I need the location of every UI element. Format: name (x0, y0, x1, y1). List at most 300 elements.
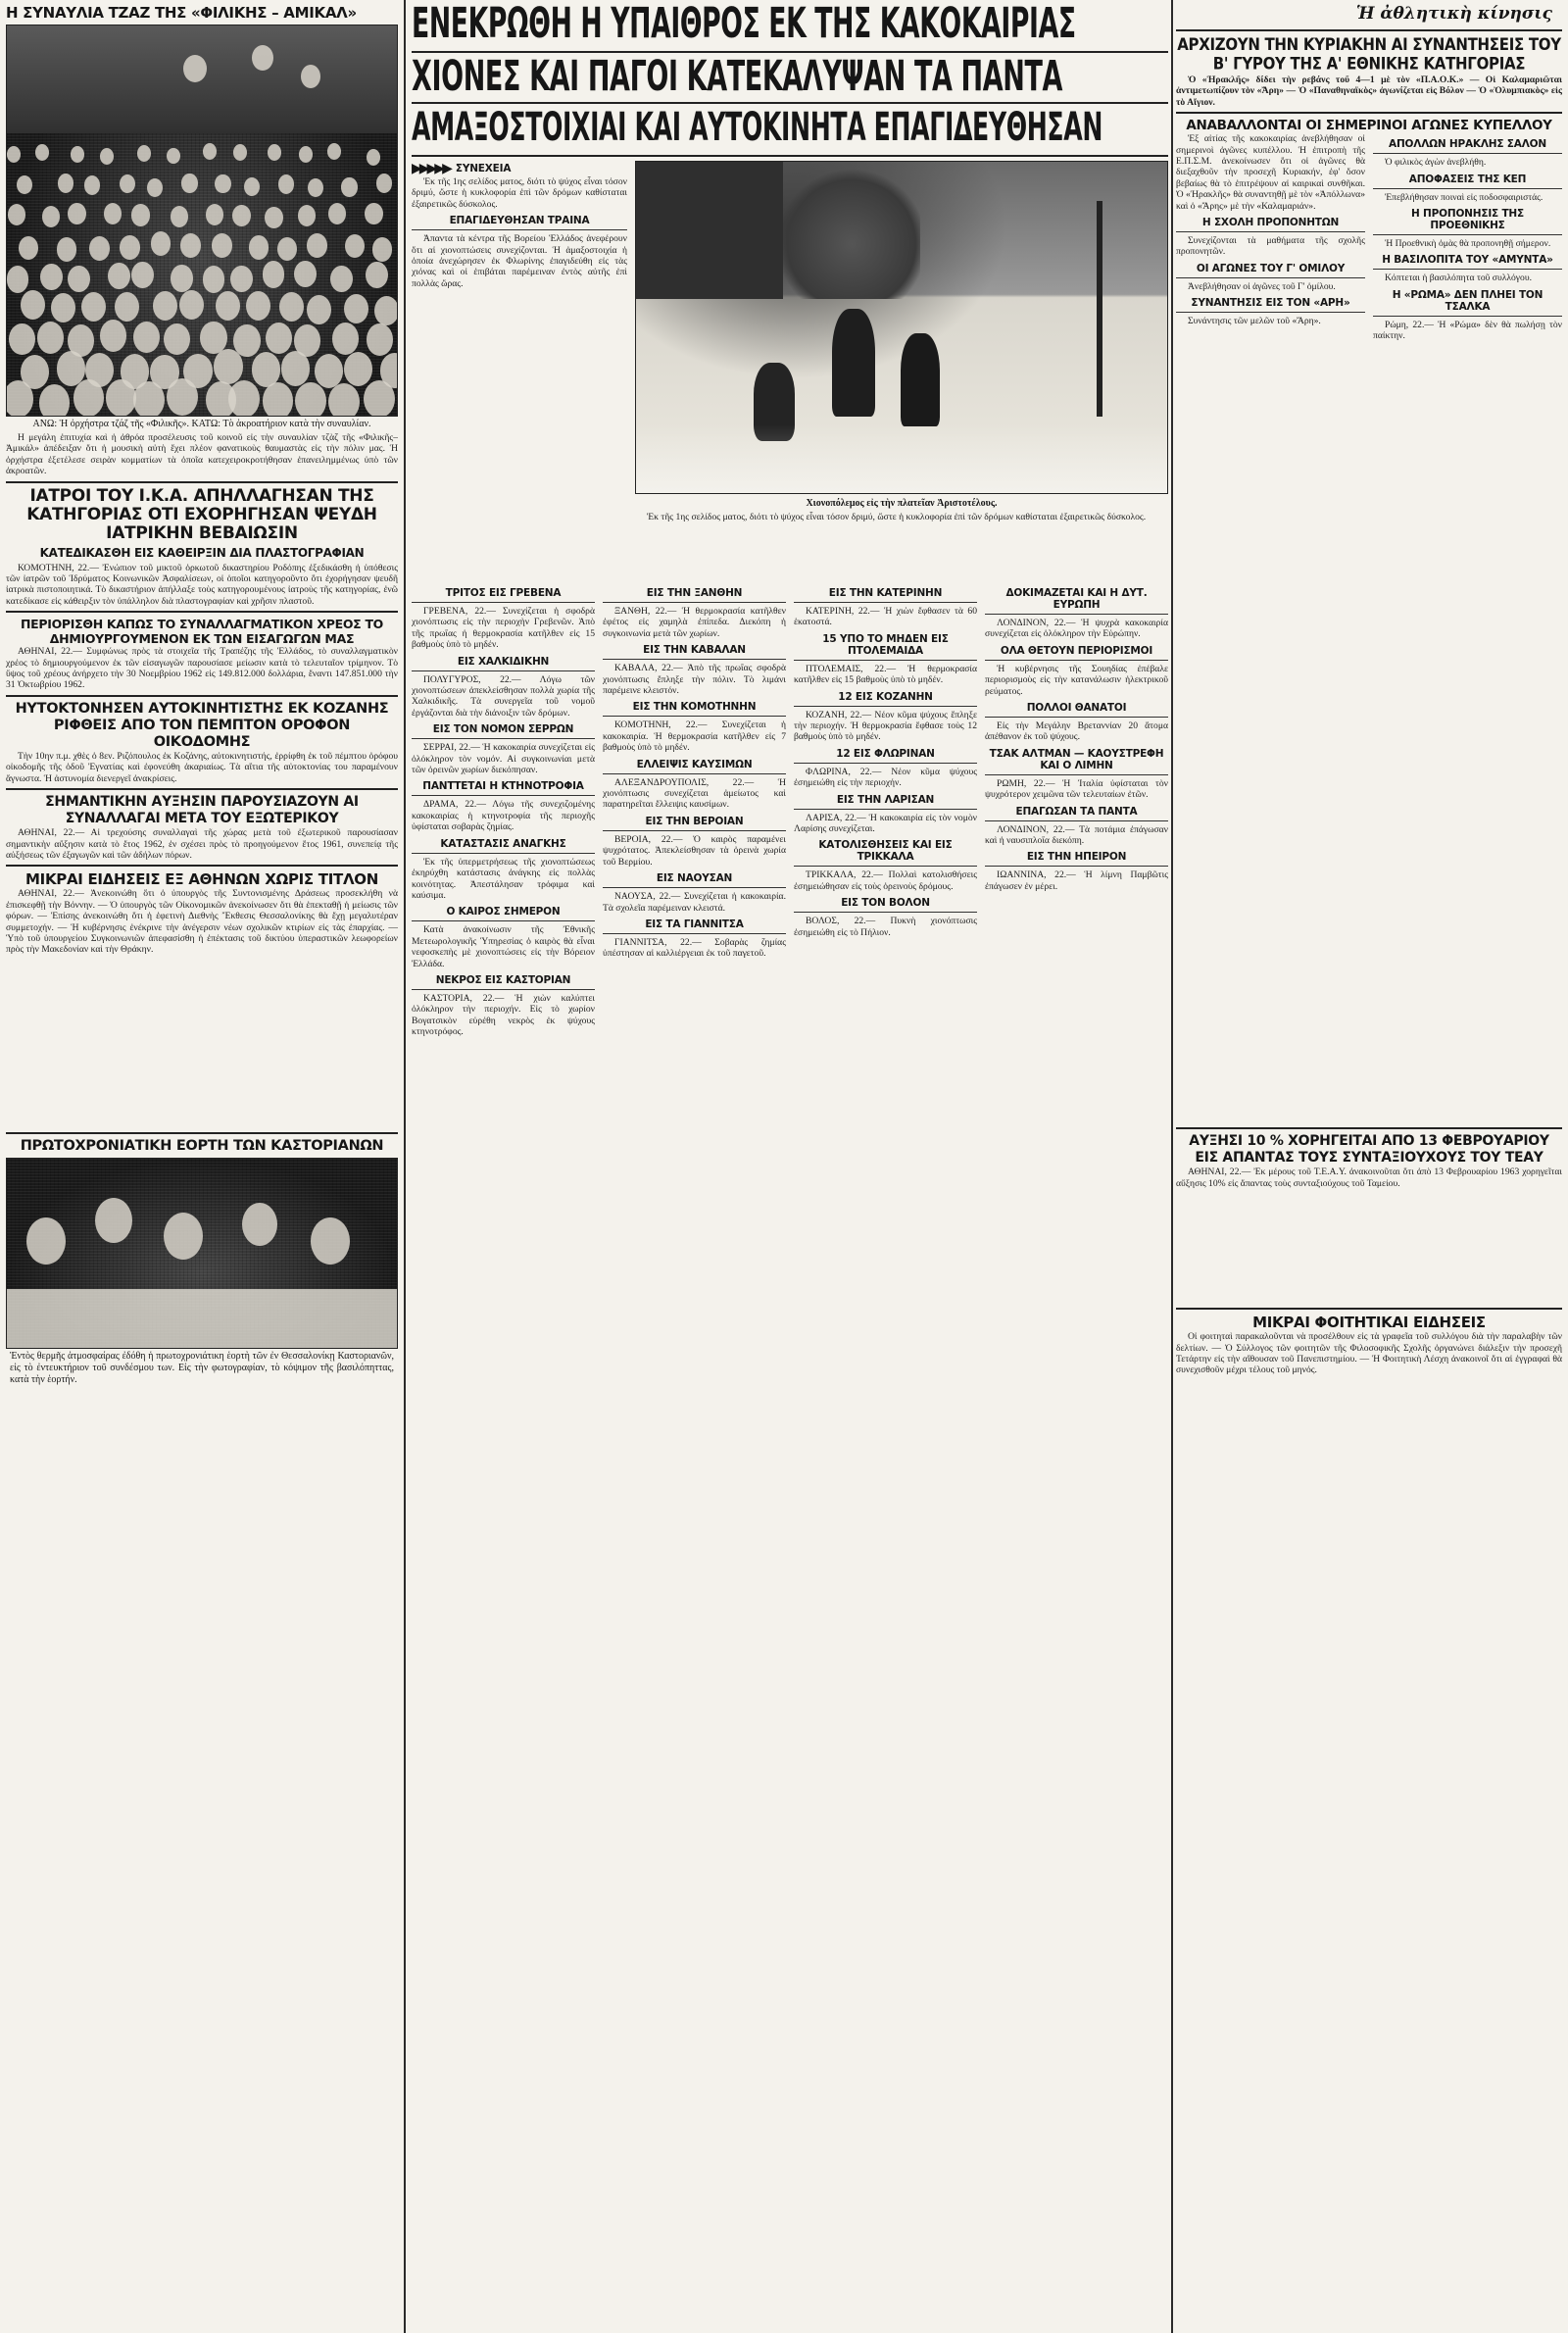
audience-face (171, 206, 188, 227)
audience-face (89, 236, 110, 261)
audience-face (179, 290, 204, 320)
building-shape (636, 162, 783, 299)
section-headline: Η «ΡΩΜΑ» ΔΕΝ ΠΛΗΕΙ ΤΟΝ ΤΣΑΛΚΑ (1392, 288, 1544, 313)
debt-headline: ΠΕΡΙΟΡΙΣΘΗ ΚΑΠΩΣ ΤΟ ΣΥΝΑΛΛΑΓΜΑΤΙΚΟΝ ΧΡΕΟΣ ΤΟ ΔΗΜΙΟΥΡΓΟΥΜΕΝΟΝ ΕΚ ΤΩΝ ΕΙΣΑΓΩΓΩΝ ΜΑΣ (20, 617, 383, 647)
child-figure (901, 333, 940, 426)
snow-photo-text-body: Ἐκ τῆς 1ης σελίδος ματος, διότι τὸ ψύχος εἶναι τόσον δριμύ, ὥστε ἡ κυκλοφορία ἐπὶ τῶν δρόμων καθίσταται ἐξαιρετικῶς δύσκολος. (647, 512, 1147, 522)
section-text-body: ΚΟΜΟΤΗΝΗ, 22.— Συνεχίζεται ἡ κακοκαιρία. Ἡ θερμοκρασία κατῆλθεν εἰς 7 βαθμοὺς ὑπὸ τὸ μηδέν. (603, 720, 786, 754)
section-text (603, 606, 786, 639)
section-text-body: Ἀπαντα τὰ κέντρα τῆς Βορείου Ἑλλάδος ἀνεφέρουν ὅτι αἱ χιονοπτώσεις συνεχίζονται. Ἡ ἀμαξοστοιχία ἡ ὁποία ἀνεχώρησεν ἐκ Φλωρίνης ἐπαγιδεύθη εἰς τὰς χιόνας καὶ οἱ ἐπιβάται παρέμειναν ἐντὸς αὐτῆς ἐπὶ πολλὰς ὥρας. (412, 233, 627, 289)
audience-face (268, 144, 281, 161)
section-block (412, 215, 627, 289)
audience-face (7, 146, 21, 163)
audience-face (7, 266, 29, 292)
audience-face (147, 178, 163, 197)
text-column (794, 582, 977, 2333)
audience-face (39, 384, 71, 417)
continued-text-body: Ἐκ τῆς 1ης σελίδος ματος, διότι τὸ ψύχος εἶναι τόσον δριμύ, ὥστε ἡ κυκλοφορία ἐπὶ τῶν δρόμων καθίσταται ἐξαιρετικῶς δύσκολος. (412, 176, 627, 210)
audience-face (203, 143, 217, 160)
tree-shape (783, 162, 920, 299)
section-text-body: Κόπτεται ἡ βασιλόπητα τοῦ συλλόγου. (1385, 273, 1532, 284)
news-section (412, 587, 595, 651)
section-text (412, 606, 595, 651)
divider (603, 773, 786, 774)
section-text-body: ΔΡΑΜΑ, 22.— Λόγω τῆς συνεχιζομένης κακοκαιρίας ἡ κτηνοτροφία τῆς περιοχῆς ὑφίσταται σοβαρὰς ζημίας. (412, 799, 595, 833)
divider (603, 830, 786, 831)
news-section (985, 806, 1168, 847)
section-text (794, 869, 977, 892)
section-text (794, 710, 977, 743)
audience-face (298, 205, 316, 226)
driver-text-body: Τὴν 10ην π.μ. χθὲς ὁ 8εν. Ριζόπουλος ἐκ Κοζάνης, αὐτοκινητιστής, ἐρρίφθη ἐκ τοῦ πέμπτου ὀρόφου οἰκοδομῆς τῆς ὁδοῦ Ἐγνατίας καὶ ἐφονεύθη ἀκαριαίως. Τὰ αἴτια τῆς αὐτοκτονίας του παραμένουν ἄγνωστα. Ἡ ἀστυνομία διενεργεῖ ἀνακρίσεις. (6, 750, 398, 784)
person-figure (26, 1217, 66, 1265)
audience-face (330, 266, 353, 292)
section-text-body: Ρώμη, 22.— Ἡ «Ρώμα» δὲν θὰ πωλήσῃ τὸν παίκτην. (1373, 319, 1562, 342)
audience-face (246, 291, 270, 321)
arrow-icon: ▶▶▶▶▶ (412, 161, 450, 176)
section-headline: ΕΙΣ ΤΑ ΓΙΑΝΝΙΤΣΑ (645, 918, 744, 930)
section-text (1373, 192, 1562, 203)
main-headline-3: ΑΜΑΞΟΣΤΟΙΧΙΑΙ ΚΑΙ ΑΥΤΟΚΙΝΗΤΑ ΕΠΑΓΙΔΕΥΘΗΣΑΝ (412, 104, 1103, 151)
section-text (985, 664, 1168, 697)
ika-text (6, 563, 398, 608)
student-news-text-body: Οἱ φοιτηταὶ παρακαλοῦνται νὰ προσέλθουν εἰς τὰ γραφεῖα τοῦ συλλόγου διὰ τὴν παραλαβὴν τῶν δελτίων. — Ὁ Σύλλογος τῶν φοιτητῶν τῆς Φιλοσοφικῆς Σχολῆς ὀργανώνει διάλεξιν τὴν προσεχῆ Τετάρτην εἰς τὴν αἴθουσαν τοῦ Πανεπιστημίου. — Ἡ Φοιτητικὴ Λέσχη ἀνακοινοῖ ὅτι αἱ ἐγγραφαὶ θὰ συνεχισθοῦν μέχρι τέλους τοῦ μηνός. (1176, 1331, 1562, 1376)
section-text (1176, 316, 1365, 326)
news-section (412, 215, 627, 289)
section-headline: ΕΛΛΕΙΨΙΣ ΚΑΥΣΙΜΩΝ (636, 758, 753, 770)
divider (412, 989, 595, 990)
section-headline: ΕΙΣ ΤΗΝ ΚΑΒΑΛΑΝ (643, 644, 746, 657)
section-headline: 12 ΕΙΣ ΦΛΩΡΙΝΑΝ (836, 747, 935, 760)
snow-ground (636, 424, 1167, 493)
section-headline: Η ΠΡΟΠΟΝΗΣΙΣ ΤΗΣ ΠΡΟΕΘΝΙΚΗΣ (1411, 208, 1524, 232)
divider (985, 866, 1168, 867)
section-headline: ΕΙΣ ΧΑΛΚΙΔΙΚΗΝ (457, 655, 550, 668)
section-headline: ΤΡΙΤΟΣ ΕΙΣ ΓΡΕΒΕΝΑ (445, 587, 562, 599)
audience-face (17, 175, 32, 194)
divider (412, 155, 1168, 157)
section-text-body: ΠΟΛΥΓΥΡΟΣ, 22.— Λόγω τῶν χιονοπτώσεων ἀπεκλείσθησαν πολλὰ χωρία τῆς Χαλκιδικῆς. Τὰ συνεργεῖα τοῦ νομοῦ ἐργάζονται διὰ τὴν διάνοιξιν τῶν δρόμων. (412, 673, 595, 719)
left-column (6, 0, 398, 2333)
trade-headline: ΣΗΜΑΝΤΙΚΗΝ ΑΥΞΗΣΙΝ ΠΑΡΟΥΣΙΑΖΟΥΝ ΑΙ ΣΥΝΑΛΛΑΓΑΙ ΜΕΤΑ ΤΟΥ ΕΞΩΤΕΡΙΚΟΥ (45, 794, 359, 827)
divider (985, 717, 1168, 718)
audience-face (295, 382, 326, 417)
divider (603, 602, 786, 603)
audience-face (58, 174, 74, 192)
audience-face (332, 323, 359, 355)
audience-face (6, 380, 33, 417)
section-headline: ΕΙΣ ΝΑΟΥΣΑΝ (656, 872, 733, 885)
top-section (412, 161, 1168, 582)
news-section (603, 759, 786, 811)
section-text-body: Συνάντησις τῶν μελῶν τοῦ «Ἄρη». (1188, 316, 1321, 327)
section-text (412, 233, 627, 289)
audience-face (364, 380, 395, 417)
audience-face (344, 294, 368, 323)
section-text (985, 618, 1168, 640)
section-label: Ἡ ἀθλητικὴ κίνησις (1355, 4, 1552, 24)
section-text-body: ΒΕΡΟΙΑ, 22.— Ὁ καιρὸς παραμένει ψυχρότατος. Ἀπεκλείσθησαν τὰ ὀρεινὰ χωρία τοῦ Βερμίου. (603, 833, 786, 868)
audience-face (328, 383, 360, 417)
concert-text-body: Η μεγάλη ἐπιτυχία καὶ ἡ ἀθρόα προσέλευσις τοῦ κοινοῦ εἰς τὴν συναυλίαν τζὰζ τῆς «Φιλικῆς–Ἀμικάλ» ἀπέδειξαν ὅτι ἡ μουσικὴ αὐτὴ ἔχει πλέον φανατικοὺς θαυμαστὰς εἰς τὴν πόλιν μας. Ἡ ὀρχήστρα ἐξετέλεσε σειρὰν κομματίων τὰ ὁποῖα κατεχειροκροτήθησαν ἐπανειλημμένως ὑπὸ τῶν ἀκροατῶν. (6, 432, 398, 477)
section-text (412, 857, 595, 902)
audience-face (232, 205, 250, 226)
pension-text (1176, 1166, 1562, 1304)
audience-face (120, 235, 140, 260)
news-section (412, 656, 595, 720)
student-news-text (1176, 1331, 1562, 1998)
divider (1176, 312, 1365, 313)
audience-face (307, 295, 331, 324)
section-headline: ΝΕΚΡΟΣ ΕΙΣ ΚΑΣΤΟΡΙΑΝ (435, 973, 571, 986)
news-text-body: ΑΘΗΝΑΙ, 22.— Ἀνεκοινώθη ὅτι ὁ ὑπουργὸς τῆς Συντονισμένης Δράσεως προσεκλήθη νὰ ἐπισκεφθῇ τὴν Βόννην. — Ὁ ὑπουργὸς τῶν Οἰκονομικῶν ἀνεκοίνωσεν ὅτι θὰ ἐπεκταθῇ ἡ μείωσις τῶν φόρων. — Ἐπίσης ἀνεκοινώθη ὅτι ἡ ἐφετινὴ Διεθνὴς Ἔκθεσις Θεσσαλονίκης θὰ ἔχῃ μεγαλυτέραν συμμετοχήν. — Ἡ κυβέρνησις ἐνέκρινε τὴν ἀνέγερσιν νέων σχολικῶν κτιρίων εἰς τὰς ἐπαρχίας. — Ὑπὸ τοῦ ὑπουργείου Συγκοινωνιῶν ἀπεφασίσθη ἡ ἐπέκτασις τοῦ δικτύου ὑπεραστικῶν λεωφορείων πρὸς τὴν Μακεδονίαν καὶ τὴν Θράκην. (6, 888, 398, 956)
audience-face (263, 382, 294, 417)
driver-headline: ΗΥΤΟΚΤΟΝΗΣΕΝ ΑΥΤΟΚΙΝΗΤΙΣΤΗΣ ΕΚ ΚΟΖΑΝΗΣ ΡΙΦΘΕΙΣ ΑΠΟ ΤΟΝ ΠΕΜΠΤΟΝ ΟΡΟΦΟΝ ΟΙΚΟΔΟΜΗΣ (15, 700, 389, 750)
section-headline: ΟΙ ΑΓΩΝΕΣ ΤΟΥ Γ' ΟΜΙΛΟΥ (1196, 262, 1346, 274)
audience-face (266, 323, 292, 355)
audience-face (51, 293, 75, 323)
section-text-body: Ὁ φιλικὸς ἀγὼν ἀνεβλήθη. (1385, 157, 1487, 169)
section-text (603, 720, 786, 753)
audience-face (167, 148, 180, 165)
section-text-body: Συνεχίζονται τὰ μαθήματα τῆς σχολῆς προπονητῶν. (1176, 235, 1365, 258)
divider (794, 866, 977, 867)
snow-photo-caption: Χιονοπόλεμος εἰς τὴν πλατεῖαν Ἀριστοτέλους. (806, 498, 998, 509)
person-figure (95, 1198, 132, 1243)
audience-face (35, 144, 49, 161)
lamp-post (1097, 201, 1102, 417)
audience-face (108, 263, 130, 289)
audience-face (180, 233, 201, 258)
section-headline: ΕΙΣ ΤΗΝ ΚΟΜΟΤΗΝΗΝ (632, 701, 757, 714)
audience-face (277, 237, 298, 262)
continued-label: ΣΥΝΕΧΕΙΑ (455, 163, 512, 174)
divider (6, 788, 398, 790)
section-text-body: ΚΑΤΕΡΙΝΗ, 22.— Ἡ χιὼν ἔφθασεν τὰ 60 ἑκατοστά. (794, 606, 977, 628)
section-headline: ΕΙΣ ΤΗΝ ΞΑΝΘΗΝ (646, 587, 743, 599)
section-text (1176, 281, 1365, 292)
section-headline: ΕΙΣ ΤΗΝ ΛΑΡΙΣΑΝ (836, 793, 935, 806)
ika-headline: ΙΑΤΡΟΙ ΤΟΥ Ι.Κ.Α. ΑΠΗΛΛΑΓΗΣΑΝ ΤΗΣ ΚΑΤΗΓΟΡΙΑΣ ΟΤΙ ΕΧΟΡΗΓΗΣΑΝ ΨΕΥΔΗ ΙΑΤΡΙΚΗΝ ΒΕΒΑΙΩΣΙΝ (26, 485, 377, 543)
section-text (1373, 157, 1562, 168)
news-headline: ΜΙΚΡΑΙ ΕΙΔΗΣΕΙΣ ΕΞ ΑΘΗΝΩΝ ΧΩΡΙΣ ΤΙΤΛΟΝ (25, 870, 378, 889)
audience-face (81, 292, 106, 322)
section-text-body: Κατὰ ἀνακοίνωσιν τῆς Ἐθνικῆς Μετεωρολογικῆς Ὑπηρεσίας ὁ καιρὸς θὰ εἶναι νεφοσκεπὴς μὲ χιονοπτώσεις εἰς τὴν Βόρειον Ἑλλάδα. (412, 924, 595, 969)
news-section (603, 701, 786, 753)
audience-face (233, 144, 247, 161)
divider (6, 695, 398, 697)
news-section (794, 897, 977, 938)
divider (1176, 1308, 1562, 1310)
audience-face (206, 204, 223, 225)
section-text (603, 777, 786, 811)
section-headline: ΕΙΣ ΤΗΝ ΗΠΕΙΡΟΝ (1026, 851, 1127, 864)
news-section (985, 645, 1168, 697)
audience-face (212, 233, 232, 258)
audience-face (57, 237, 77, 262)
text-column (1176, 133, 1365, 1123)
audience-face (153, 291, 177, 321)
divider (1176, 231, 1365, 232)
news-section (603, 644, 786, 696)
news-section (1176, 263, 1365, 292)
divider (412, 853, 595, 854)
divider (412, 920, 595, 921)
student-news-headline: ΜΙΚΡΑΙ ΦΟΙΤΗΤΙΚΑΙ ΕΙΔΗΣΕΙΣ (1252, 1314, 1486, 1332)
divider (794, 912, 977, 913)
news-section (1373, 289, 1562, 342)
section-text (794, 767, 977, 789)
section-text (1373, 238, 1562, 249)
audience-face (279, 292, 304, 322)
section-text (1373, 273, 1562, 283)
audience-face (203, 266, 225, 292)
section-text (412, 742, 595, 775)
news-section (1373, 208, 1562, 249)
divider (6, 481, 398, 483)
section-text-body: Ἡ Προεθνικὴ ὁμὰς θὰ προπονηθῇ σήμερον. (1385, 238, 1551, 250)
audience-face (281, 351, 310, 385)
snow-photo-text (635, 512, 1168, 582)
headline-block (412, 0, 1168, 151)
audience-face (341, 177, 357, 196)
section-headline: ΣΥΝΑΝΤΗΣΙΣ ΕΙΣ ΤΟΝ «ΑΡΗ» (1191, 297, 1350, 310)
divider (985, 820, 1168, 821)
news-section (603, 918, 786, 960)
divider (1373, 234, 1562, 235)
audience-face (100, 148, 114, 165)
section-text-body: Εἰς τὴν Μεγάλην Βρεταννίαν 20 ἄτομα ἀπέθανον ἐκ τοῦ ψύχους. (985, 720, 1168, 743)
section-headline: ΕΙΣ ΤΗΝ ΒΕΡΟΙΑΝ (645, 815, 744, 827)
section-text-body: ΣΕΡΡΑΙ, 22.— Ἡ κακοκαιρία συνεχίζεται εἰς ὁλόκληρον τὸν νομόν. Αἱ συγκοινωνίαι μετὰ τῶν ὀρεινῶν χωρίων διεκόπησαν. (412, 742, 595, 776)
snow-photo-block (635, 161, 1168, 582)
pension-headline: ΑΥΞΗΣΙ 10 % ΧΟΡΗΓΕΙΤΑΙ ΑΠΟ 13 ΦΕΒΡΟΥΑΡΙΟΥ ΕΙΣ ΑΠΑΝΤΑΣ ΤΟΥΣ ΣΥΝΤΑΞΙΟΥΧΟΥΣ ΤΟΥ ΤΕΑΥ (1189, 1133, 1549, 1166)
audience-face (21, 290, 45, 320)
section-headline: ΤΣΑΚ ΑΛΤΜΑΝ — ΚΑΟΥΣΤΡΕΦΗ ΚΑΙ Ο ΛΙΜΗΝ (989, 747, 1164, 771)
section-text (412, 799, 595, 832)
section-text-body: ΛΟΝΔΙΝΟΝ, 22.— Τὰ ποτάμια ἐπάγωσαν καὶ ἡ ναυσιπλοΐα διεκόπη. (985, 823, 1168, 847)
musician-figure (183, 55, 207, 82)
section-text (603, 663, 786, 696)
news-section (1373, 254, 1562, 283)
divider (794, 660, 977, 661)
audience-face (344, 352, 372, 386)
section-text (412, 993, 595, 1038)
column-rule (1171, 0, 1173, 2333)
divider (794, 763, 977, 764)
divider (1373, 269, 1562, 270)
section-headline: ΕΠΑΓΩΣΑΝ ΤΑ ΠΑΝΤΑ (1015, 805, 1138, 818)
section-text-body: Ἐκ τῆς ὑπερμετρήσεως τῆς χιονοπτώσεως ἐκηρύχθη κατάστασις ἀνάγκης εἰς πολλὰς κοινότητας. Ἀπεστάλησαν τρόφιμα καὶ καύσιμα. (412, 856, 595, 901)
continued-column (412, 161, 627, 582)
trade-text-body: ΑΘΗΝΑΙ, 22.— Αἱ τρεχούσης συναλλαγαὶ τῆς χώρας μετὰ τοῦ ἐξωτερικοῦ παρουσίασαν σημαντικὴν αὔξησιν κατὰ τὸ ἔτος 1962, ἐν σχέσει πρὸς τὸ προηγούμενον ἔτος 1961, συνεπείᾳ τῆς αὐξήσεως τῶν ἐξαγωγῶν καὶ τῶν ἀδήλων πόρων. (6, 827, 398, 861)
divider (6, 1132, 398, 1134)
audience-face (133, 381, 165, 417)
section-text-body: ΒΟΛΟΣ, 22.— Πυκνὴ χιονόπτωσις ἐσημειώθη εἰς τὸ Πήλιον. (794, 916, 977, 938)
musician-figure (301, 65, 320, 88)
section-text-body: ΦΛΩΡΙΝΑ, 22.— Νέον κῦμα ψύχους ἐσημειώθη εἰς τὴν περιοχήν. (794, 766, 977, 789)
section-headline: Η ΒΑΣΙΛΟΠΙΤΑ ΤΟΥ «ΑΜΥΝΤΑ» (1382, 254, 1553, 267)
audience-face (278, 174, 294, 193)
section-text (985, 720, 1168, 743)
audience-face (244, 177, 260, 196)
audience-face (299, 146, 313, 163)
news-section (603, 816, 786, 868)
section-headline: 12 ΕΙΣ ΚΟΖΑΝΗΝ (838, 690, 933, 703)
trade-text (6, 827, 398, 861)
section-headline: ΠΟΛΛΟΙ ΘΑΝΑΤΟΙ (1026, 702, 1127, 715)
person-figure (164, 1213, 203, 1260)
news-section (412, 974, 595, 1038)
section-text-body: ΚΟΖΑΝΗ, 22.— Νέον κῦμα ψύχους ἔπληξε τὴν περιοχήν. Ἡ θερμοκρασία ἔφθασε τοὺς 12 βαθμοὺς ὑπὸ τὸ μηδέν. (794, 709, 977, 743)
continued-text (412, 176, 627, 210)
divider (412, 738, 595, 739)
section-headline: ΑΠΟΦΑΣΕΙΣ ΤΗΣ ΚΕΠ (1408, 173, 1527, 185)
section-headline: Η ΣΧΟΛΗ ΠΡΟΠΟΝΗΤΩΝ (1201, 217, 1340, 229)
audience-face (68, 203, 85, 224)
section-text-body: ΞΑΝΘΗ, 22.— Ἡ θερμοκρασία κατῆλθεν ἐφέτος εἰς χαμηλὰ ἐπίπεδα. Διεκόπη ἡ συγκοινωνία μετὰ τῶν χωρίων. (603, 606, 786, 639)
audience-face (181, 174, 197, 192)
divider (1373, 188, 1562, 189)
audience-face (216, 291, 240, 321)
section-text-body: Ἡ κυβέρνησις τῆς Σουηδίας ἐπέβαλε περιορισμοὺς εἰς τὴν κατανάλωσιν ἠλεκτρικοῦ ρεύματος. (985, 663, 1168, 697)
news-text (6, 888, 398, 1128)
divider (6, 611, 398, 613)
section-text (794, 606, 977, 628)
divider (412, 602, 595, 603)
news-section (985, 702, 1168, 743)
section-text (1176, 235, 1365, 258)
news-section (985, 587, 1168, 640)
news-section (1176, 217, 1365, 258)
news-section (794, 691, 977, 743)
section-text-body: ΓΡΕΒΕΝΑ, 22.— Συνεχίζεται ἡ σφοδρὰ χιονόπτωσις εἰς τὴν περιοχὴν Γρεβενῶν. Ἀπὸ τῆς πρωΐας ἡ θερμοκρασία κατῆλθεν εἰς 15 βαθμοὺς ὑπὸ τὸ μηδέν. (412, 606, 595, 651)
ika-subheadline: ΚΑΤΕΔΙΚΑΣΘΗ ΕΙΣ ΚΑΘΕΙΡΞΙΝ ΔΙΑ ΠΛΑΣΤΟΓΡΑΦΙΑΝ (39, 545, 365, 560)
section-text (412, 924, 595, 969)
section-text-body: ΚΑΣΤΟΡΙΑ, 22.— Ἡ χιὼν καλύπτει ὁλόκληρον τὴν περιοχήν. Εἰς τὸ χωρίον Βογατσικὸν εὑρέθη νεκρὸς ἐκ ψύχους κτηνοτρόφος. (412, 992, 595, 1038)
divider (794, 602, 977, 603)
divider (794, 809, 977, 810)
news-section (794, 794, 977, 835)
section-headline: 15 ΥΠΟ ΤΟ ΜΗΔΕΝ ΕΙΣ ΠΤΟΛΕΜΑΙΔΑ (822, 632, 949, 657)
audience-face (74, 379, 105, 417)
audience-face (131, 204, 149, 225)
audience-face (365, 203, 382, 224)
person-figure (311, 1217, 350, 1265)
section-text (603, 891, 786, 914)
sports-headline-2: ΑΝΑΒΑΛΛΟΝΤΑΙ ΟΙ ΣΗΜΕΡΙΝΟΙ ΑΓΩΝΕΣ ΚΥΠΕΛΛΟΥ (1186, 118, 1552, 134)
section-headline: ΚΑΤΟΛΙΣΘΗΣΕΙΣ ΚΑΙ ΕΙΣ ΤΡΙΚΚΑΛΑ (818, 839, 953, 864)
news-section (794, 748, 977, 789)
audience-face (215, 174, 230, 193)
news-section (412, 906, 595, 969)
musician-figure (252, 45, 273, 71)
news-section (794, 839, 977, 892)
section-headline: ΔΟΚΙΜΑΖΕΤΑΙ ΚΑΙ Η ΔΥΤ. ΕΥΡΩΠΗ (1005, 587, 1148, 611)
column-rule (404, 0, 406, 2333)
center-column (412, 0, 1168, 2333)
section-text-body: ΤΡΙΚΚΑΛΑ, 22.— Πολλαὶ κατολισθήσεις ἐσημειώθησαν εἰς τοὺς ὀρεινοὺς δρόμους. (794, 869, 977, 892)
audience-face (374, 296, 398, 325)
audience-face (167, 378, 198, 416)
divider (603, 887, 786, 888)
section-headline: ΚΑΤΑΣΤΑΣΙΣ ΑΝΑΓΚΗΣ (440, 837, 566, 850)
section-text-body: ΠΤΟΛΕΜΑΙΣ, 22.— Ἡ θερμοκρασία κατῆλθεν εἰς 15 βαθμοὺς ὑπὸ τὸ μηδέν. (794, 663, 977, 686)
divider (603, 716, 786, 717)
center-text-columns (412, 582, 1168, 2333)
sports-text-2 (1176, 133, 1365, 212)
audience-face (40, 264, 63, 290)
section-text-body: ΝΑΟΥΣΑ, 22.— Συνεχίζεται ἡ κακοκαιρία. Τὰ σχολεῖα παρέμειναν κλειστά. (603, 891, 786, 914)
audience-face (131, 262, 154, 288)
debt-text (6, 646, 398, 691)
continued-marker (412, 161, 627, 176)
audience-face (120, 174, 135, 193)
audience-face (294, 261, 317, 287)
sports-headline-1: ΑΡΧΙΖΟΥΝ ΤΗΝ ΚΥΡΙΑΚΗΝ ΑΙ ΣΥΝΑΝΤΗΣΕΙΣ ΤΟΥ Β' ΓΥΡΟΥ ΤΗΣ Α' ΕΘΝΙΚΗΣ ΚΑΤΗΓΟΡΙΑΣ (1177, 33, 1561, 74)
section-text (603, 937, 786, 960)
news-section (794, 587, 977, 628)
section-text (794, 664, 977, 686)
section-text (603, 834, 786, 868)
audience-face (171, 265, 193, 291)
sports-columns (1176, 133, 1562, 1123)
audience-face (68, 266, 90, 292)
audience-face (8, 204, 25, 225)
section-text (794, 813, 977, 835)
divider (1176, 1127, 1562, 1129)
audience-face (367, 149, 380, 166)
news-section (985, 748, 1168, 801)
audience-face (263, 261, 285, 287)
kastoria-caption: Ἐντὸς θερμῆς ἀτμοσφαίρας ἐδόθη ἡ πρωτοχρονιάτικη ἑορτὴ τῶν ἐν Θεσσαλονίκῃ Καστοριανῶν, εἰς τὸ ἐντευκτήριον τοῦ συνδέσμου των. Εἰς τὴν φωτογραφίαν, τὸ κόψιμον τῆς βασιλόπηττας, κατὰ τὴν ἑορτήν. (10, 1351, 394, 1386)
section-text-body: ΛΟΝΔΙΝΟΝ, 22.— Ἡ ψυχρὰ κακοκαιρία συνεχίζεται εἰς ὁλόκληρον τὴν Εὐρώπην. (985, 618, 1168, 640)
ika-text-body: ΚΟΜΟΤΗΝΗ, 22.— Ἐνώπιον τοῦ μικτοῦ ὁρκωτοῦ δικαστηρίου Ροδόπης ἐξεδικάσθη ἡ ὑπόθεσις τῶν ἰατρῶν τοῦ Ἱδρύματος Κοινωνικῶν Ἀσφαλίσεων, οἱ ὁποῖοι κατηγοροῦντο ὅτι ἐχορήγησαν ψευδῆ ἰατρικὰ πιστοποιητικά. Τὸ δικαστήριον ἀπήλλαξε τοὺς κατηγορουμένους ἰατροὺς τῆς κατηγορίας, ἐνῶ κατεδίκασε εἰς κάθειρξιν τὸν ὑπάλληλον διὰ πλαστογραφίαν καὶ χρῆσιν πλαστοῦ. (6, 562, 398, 607)
section-text (985, 869, 1168, 892)
sports-text-1 (1176, 74, 1562, 108)
news-section (985, 851, 1168, 892)
section-text-body: Ἐπεβλήθησαν ποιναὶ εἰς ποδοσφαιριστάς. (1385, 191, 1544, 203)
news-section (1373, 138, 1562, 168)
section-headline: ΕΙΣ ΤΗΝ ΚΑΤΕΡΙΝΗΝ (828, 587, 943, 599)
divider (412, 229, 627, 230)
divider (1176, 29, 1562, 31)
audience-face (151, 231, 172, 256)
snow-photo (635, 161, 1168, 494)
divider (794, 706, 977, 707)
audience-face (372, 237, 393, 262)
main-headline-1: ΕΝΕΚΡΩΘΗ Η ΥΠΑΙΘΡΟΣ ΕΚ ΤΗΣ ΚΑΚΟΚΑΙΡΙΑΣ (412, 0, 1076, 48)
section-headline: ΕΠΑΓΙΔΕΥΘΗΣΑΝ ΤΡΑΙΝΑ (449, 215, 590, 227)
section-text (794, 916, 977, 938)
audience-face (115, 292, 139, 322)
divider (985, 614, 1168, 615)
news-section (412, 838, 595, 902)
audience-face (249, 235, 270, 260)
divider (985, 660, 1168, 661)
person-figure (242, 1203, 277, 1246)
news-section (1176, 297, 1365, 326)
news-section (603, 587, 786, 639)
audience-face (137, 145, 151, 162)
audience-face (84, 175, 100, 194)
divider (1176, 112, 1562, 114)
sports-text-2-body: Ἐξ αἰτίας τῆς κακοκαιρίας ἀνεβλήθησαν οἱ σημερινοὶ ἀγῶνες κυπέλλου. Ἡ ἐπιτροπὴ τῆς Ε.Π.Σ.Μ. ἀνεκοίνωσεν ὅτι οἱ ἀγῶνες θὰ διεξαχθοῦν τὴν προσεχῆ Κυριακήν, ἐφ' ὅσον βεβαίως θὰ τὸ ἐπιτρέψουν αἱ καιρικαὶ συνθῆκαι. Ὁ «Ἡρακλῆς» θὰ συναντηθῇ μὲ τὸν «Ἀπόλλωνα» καὶ ὁ «Ἄρης» μὲ τὴν «Καλαμαριάν». (1176, 133, 1365, 212)
text-column (603, 582, 786, 2333)
divider (412, 795, 595, 796)
section-text-body: ΚΑΒΑΛΑ, 22.— Ἀπὸ τῆς πρωΐας σφοδρὰ χιονόπτωσις ἔπληξε τὴν πόλιν. Τὸ λιμάνι παρέμεινε κλειστόν. (603, 663, 786, 697)
audience-face (42, 206, 60, 227)
